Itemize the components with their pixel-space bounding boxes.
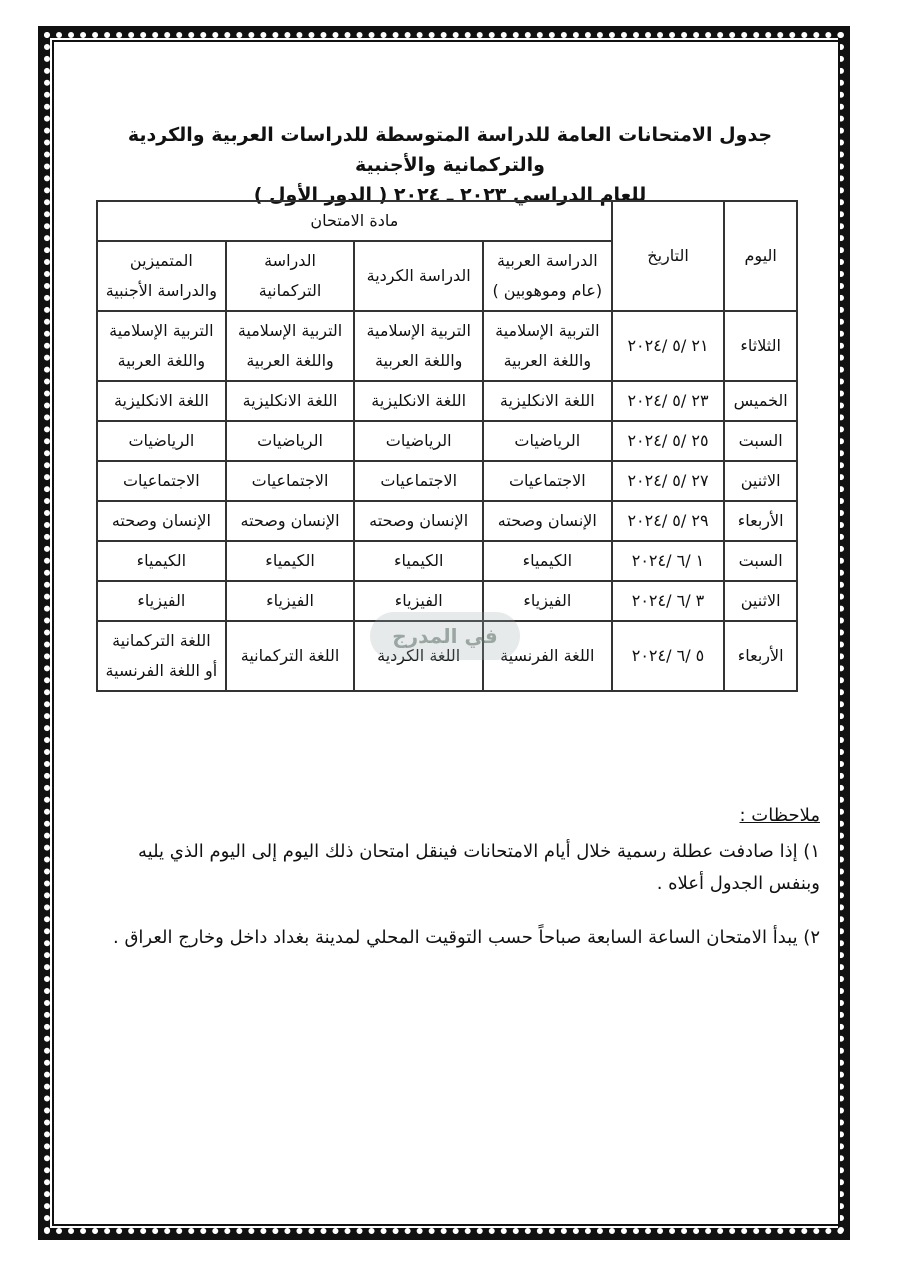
table-row bbox=[97, 541, 797, 581]
notes-section bbox=[96, 800, 820, 976]
foreign-cell: الكيمياء bbox=[97, 541, 226, 581]
turkmen-cell: اللغة الانكليزية bbox=[226, 381, 355, 421]
turkmen-cell: الإنسان وصحته bbox=[226, 501, 355, 541]
foreign-cell: الإنسان وصحته bbox=[97, 501, 226, 541]
arabic-cell: الفيزياء bbox=[483, 581, 612, 621]
day-cell: السبت bbox=[724, 541, 797, 581]
day-cell: الخميس bbox=[724, 381, 797, 421]
kurdish-cell: اللغة الكردية bbox=[354, 621, 483, 691]
table-row bbox=[97, 311, 797, 381]
arabic-cell: الكيمياء bbox=[483, 541, 612, 581]
turkmen-cell: الكيمياء bbox=[226, 541, 355, 581]
arabic-cell: اللغة الانكليزية bbox=[483, 381, 612, 421]
header-subject: مادة الامتحان bbox=[97, 201, 612, 241]
day-cell: الثلاثاء bbox=[724, 311, 797, 381]
turkmen-cell: الاجتماعيات bbox=[226, 461, 355, 501]
turkmen-cell: الرياضيات bbox=[226, 421, 355, 461]
notes-heading: ملاحظات : bbox=[739, 805, 820, 826]
document-title bbox=[90, 120, 810, 210]
kurdish-cell: الرياضيات bbox=[354, 421, 483, 461]
turkmen-cell: التربية الإسلامية واللغة العربية bbox=[226, 311, 355, 381]
arabic-cell: الرياضيات bbox=[483, 421, 612, 461]
note-item-1: ١) إذا صادفت عطلة رسمية خلال أيام الامتحانات فينقل امتحان ذلك اليوم إلى اليوم الذي يليه وبنفس الجدول أعلاه . bbox=[138, 841, 820, 894]
kurdish-cell: الفيزياء bbox=[354, 581, 483, 621]
title-line-1: جدول الامتحانات العامة للدراسة المتوسطة للدراسات العربية والكردية والتركمانية والأجنبية bbox=[127, 124, 773, 176]
header-arabic-study: الدراسة العربية (عام وموهوبين ) bbox=[483, 241, 612, 311]
header-day: اليوم bbox=[724, 201, 797, 311]
table-row bbox=[97, 501, 797, 541]
header-kurdish-study: الدراسة الكردية bbox=[354, 241, 483, 311]
day-cell: الأربعاء bbox=[724, 621, 797, 691]
date-cell: ٥ /٦ /٢٠٢٤ bbox=[612, 621, 725, 691]
date-cell: ٢٧ /٥ /٢٠٢٤ bbox=[612, 461, 725, 501]
arabic-cell: التربية الإسلامية واللغة العربية bbox=[483, 311, 612, 381]
foreign-cell: الاجتماعيات bbox=[97, 461, 226, 501]
kurdish-cell: الإنسان وصحته bbox=[354, 501, 483, 541]
kurdish-cell: الكيمياء bbox=[354, 541, 483, 581]
arabic-cell: الإنسان وصحته bbox=[483, 501, 612, 541]
table-row bbox=[97, 381, 797, 421]
day-cell: الاثنين bbox=[724, 581, 797, 621]
table-row bbox=[97, 461, 797, 501]
day-cell: الاثنين bbox=[724, 461, 797, 501]
foreign-cell: التربية الإسلامية واللغة العربية bbox=[97, 311, 226, 381]
date-cell: ٢١ /٥ /٢٠٢٤ bbox=[612, 311, 725, 381]
date-cell: ١ /٦ /٢٠٢٤ bbox=[612, 541, 725, 581]
foreign-cell: اللغة التركمانية أو اللغة الفرنسية bbox=[97, 621, 226, 691]
header-foreign-study: المتميزين والدراسة الأجنبية bbox=[97, 241, 226, 311]
watermark-logo: في المدرج bbox=[370, 612, 520, 660]
note-item-2: ٢) يبدأ الامتحان الساعة السابعة صباحاً حسب التوقيت المحلي لمدينة بغداد داخل وخارج العراق . bbox=[113, 927, 820, 948]
foreign-cell: اللغة الانكليزية bbox=[97, 381, 226, 421]
kurdish-cell: التربية الإسلامية واللغة العربية bbox=[354, 311, 483, 381]
day-cell: السبت bbox=[724, 421, 797, 461]
arabic-cell: اللغة الفرنسية bbox=[483, 621, 612, 691]
date-cell: ٣ /٦ /٢٠٢٤ bbox=[612, 581, 725, 621]
day-cell: الأربعاء bbox=[724, 501, 797, 541]
header-date: التاريخ bbox=[612, 201, 725, 311]
turkmen-cell: اللغة التركمانية bbox=[226, 621, 355, 691]
date-cell: ٢٩ /٥ /٢٠٢٤ bbox=[612, 501, 725, 541]
kurdish-cell: الاجتماعيات bbox=[354, 461, 483, 501]
date-cell: ٢٣ /٥ /٢٠٢٤ bbox=[612, 381, 725, 421]
kurdish-cell: اللغة الانكليزية bbox=[354, 381, 483, 421]
foreign-cell: الرياضيات bbox=[97, 421, 226, 461]
foreign-cell: الفيزياء bbox=[97, 581, 226, 621]
header-turkmen-study: الدراسة التركمانية bbox=[226, 241, 355, 311]
arabic-cell: الاجتماعيات bbox=[483, 461, 612, 501]
date-cell: ٢٥ /٥ /٢٠٢٤ bbox=[612, 421, 725, 461]
title-line-2: للعام الدراسي ٢٠٢٣ ـ ٢٠٢٤ ( الدور الأول ) bbox=[253, 184, 647, 206]
table-row bbox=[97, 421, 797, 461]
turkmen-cell: الفيزياء bbox=[226, 581, 355, 621]
